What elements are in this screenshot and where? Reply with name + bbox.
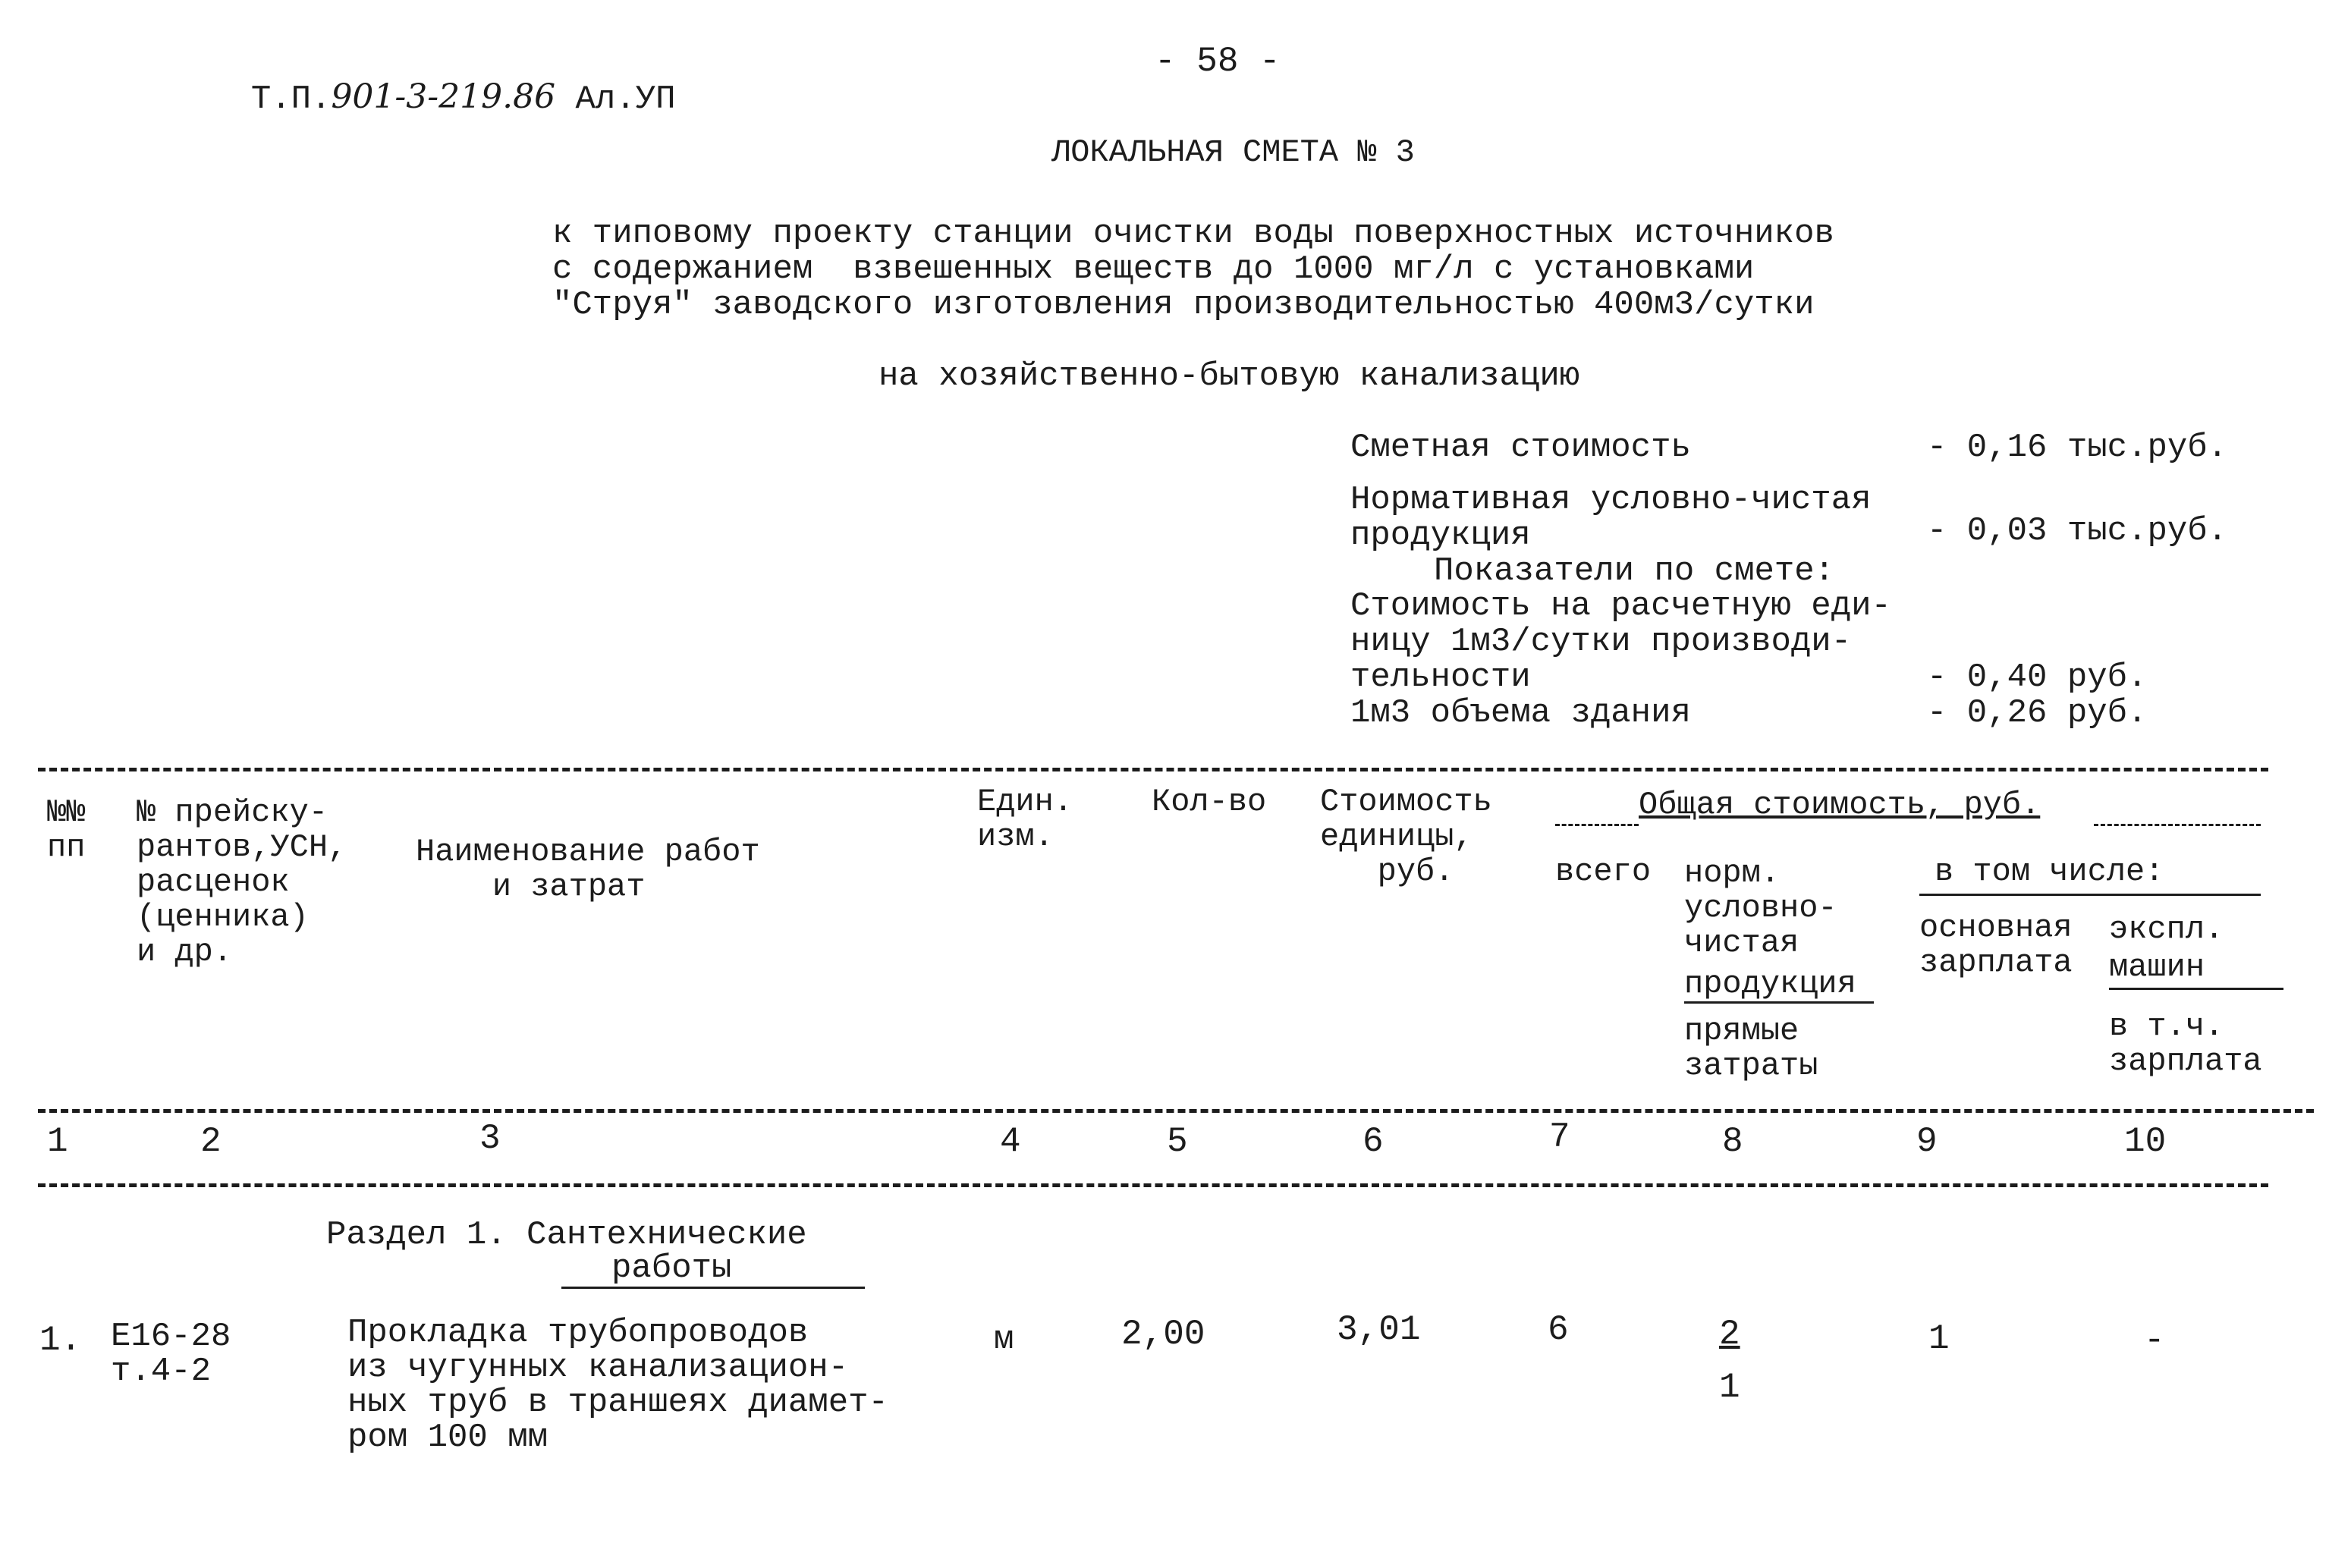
including-underline [1919,894,2261,896]
row-direct-costs: 1 [1719,1368,1740,1407]
row-ncp: 2 [1719,1315,1740,1354]
row-code-line-2: т.4-2 [111,1353,212,1390]
total-cost-dash-left [1555,824,1639,826]
header-col-1: №№ пп [47,794,86,866]
unit-cost-line-1: Стоимость на расчетную еди- [1350,587,1891,625]
col-10-underline [2109,988,2283,990]
header-col-10-bottom: в т.ч. зарплата [2109,1008,2262,1079]
header-total-cost: Общая стоимость, руб. [1639,787,2041,823]
column-number-10: 10 [2124,1122,2167,1161]
header-col-8-under: продукция [1684,966,1856,1002]
volume-value: - 0,26 руб. [1927,694,2148,732]
doc-ref-suffix: Ал.УП [575,80,676,118]
header-col-10-top: экспл. [2109,911,2224,947]
row-salary: 1 [1928,1319,1950,1359]
document-heading: ЛОКАЛЬНАЯ СМЕТА № 3 [1051,134,1415,171]
column-number-2: 2 [200,1122,222,1161]
indicators-label: Показатели по смете: [1434,552,1835,590]
unit-cost-line-2: ницу 1м3/сутки производи- [1350,623,1852,661]
column-number-7: 7 [1549,1117,1570,1157]
column-number-8: 8 [1722,1122,1743,1161]
row-total: 6 [1548,1310,1569,1350]
doc-ref-number: 901-3-219.86 [331,77,556,116]
column-number-1: 1 [47,1122,68,1161]
header-col-6: Стоимость единицы, руб. [1320,784,1492,890]
section-title-underline [561,1287,865,1289]
header-col-5: Кол-во [1152,784,1267,820]
header-col-4: Един. изм. [977,784,1073,855]
header-col-3: Наименование работ и затрат [416,834,760,905]
volume-label: 1м3 объема здания [1350,694,1691,732]
page-number: - 58 - [1155,42,1281,81]
column-number-5: 5 [1167,1122,1188,1161]
header-col-7: всего [1555,853,1652,890]
total-cost-dash-right [2094,824,2261,826]
normative-label-2: продукция [1350,517,1531,555]
header-col-8-top: норм. условно- чистая [1684,855,1837,961]
column-number-6: 6 [1363,1122,1384,1161]
normative-value: - 0,03 тыс.руб. [1927,512,2228,550]
cost-label: Сметная стоимость [1350,429,1691,467]
title-subject: на хозяйственно-бытовую канализацию [878,357,1580,395]
section-title-line-1: Раздел 1. Сантехнические [326,1216,807,1254]
section-title-line-2: работы [611,1249,732,1287]
column-number-3: 3 [479,1119,501,1158]
header-including: в том числе: [1935,853,2164,890]
title-line-3: "Струя" заводского изготовления производительностью 400м3/сутки [552,286,1815,324]
title-line-2: с содержанием взвешенных веществ до 1000 мг/л с установками [552,250,1755,288]
row-name: Прокладка трубопроводов из чугунных канализацион- ных труб в траншеях диамет- ром 100 мм [347,1314,888,1456]
column-numbers-top-rule [38,1109,2314,1113]
table-top-rule [38,768,2268,771]
row-unit-cost: 3,01 [1337,1310,1421,1350]
header-col-9: основная зарплата [1919,910,2073,981]
column-number-4: 4 [1000,1122,1021,1161]
column-number-9: 9 [1916,1122,1938,1161]
row-number: 1. [39,1321,82,1360]
unit-cost-line-3: тельности [1350,658,1531,696]
header-col-2: № прейску- рантов,УСН, расценок (ценника) и др. [137,794,347,970]
row-machines: - [2144,1321,2165,1360]
row-code-line-1: Е16-28 [111,1318,231,1356]
cost-value: - 0,16 тыс.руб. [1927,429,2228,467]
col-8-underline [1684,1001,1874,1004]
header-col-10-under: машин [2109,949,2205,985]
title-line-1: к типовому проекту станции очистки воды поверхностных источников [552,215,1834,253]
row-quantity: 2,00 [1121,1315,1205,1354]
column-numbers-bottom-rule [38,1183,2268,1187]
doc-ref-prefix: Т.П. [250,80,332,118]
row-unit: м [994,1321,1014,1359]
unit-cost-value: - 0,40 руб. [1927,658,2148,696]
normative-label-1: Нормативная условно-чистая [1350,481,1872,519]
header-col-8-bottom: прямые затраты [1684,1013,1818,1084]
